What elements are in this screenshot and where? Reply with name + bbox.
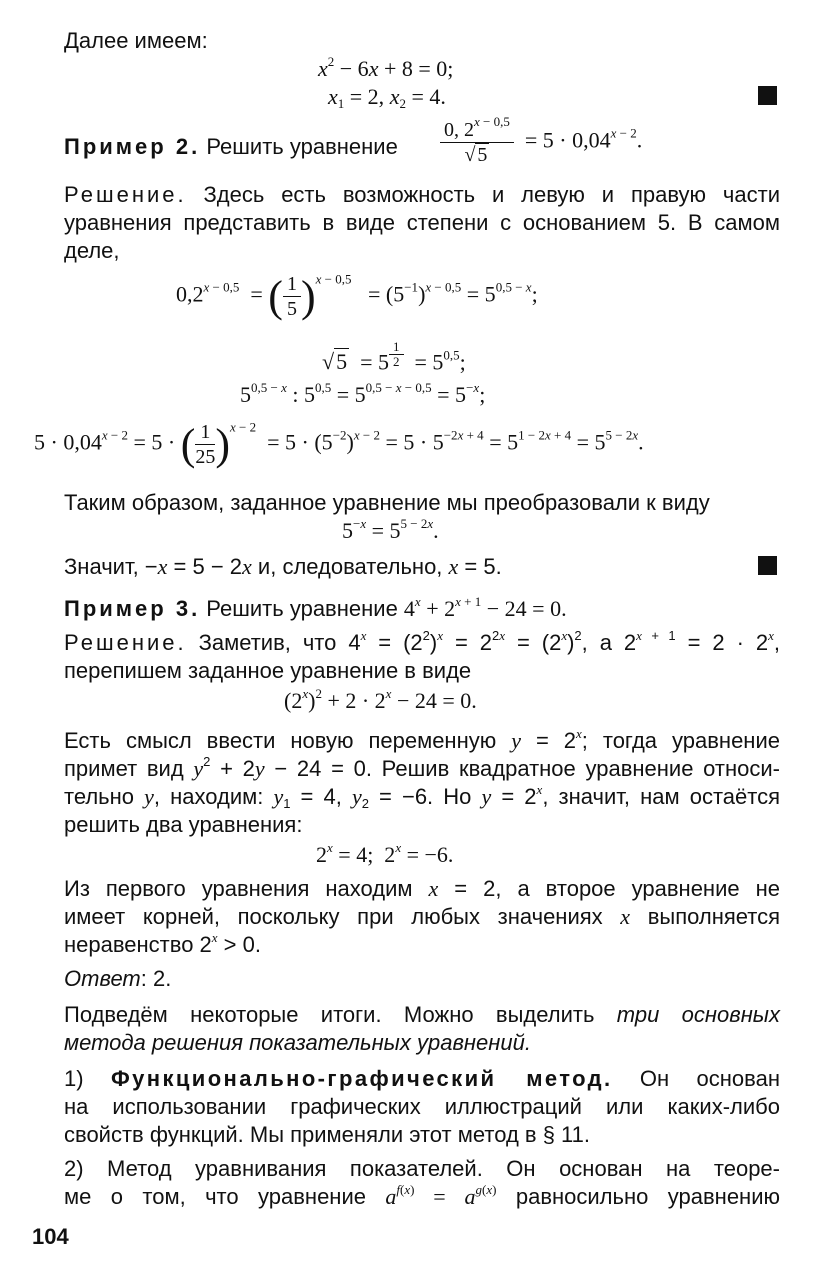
method-1-line-2: на использовании графических иллюстраций или каких-либо bbox=[64, 1094, 780, 1119]
equation-f: $(2^x)^2 + 2 \cdot 2^x - 24 = 0$. bbox=[284, 686, 477, 713]
answer bbox=[64, 966, 171, 992]
method-1-line-3: свойств функций. Мы применяли этот метод в § 11. bbox=[64, 1122, 590, 1147]
intro-text: Далее имеем: bbox=[64, 28, 208, 53]
method-2-line-1: 2) Метод уравнивания показателей. Он основан на теоре- bbox=[64, 1156, 780, 1181]
solution-text-1: Здесь есть возможность и левую и правую части bbox=[203, 182, 780, 207]
method-2-line-2 bbox=[64, 1184, 780, 1210]
summary-emphasis: три основных bbox=[616, 1002, 780, 1027]
hence-text: Значит, −x = 5 − 2x и, следовательно, x = 5. bbox=[64, 554, 502, 579]
method-1-name: Функционально-графический метод. bbox=[110, 1066, 613, 1091]
page-number: 104 bbox=[32, 1224, 69, 1249]
variable-line-4: решить два уравнения: bbox=[64, 812, 303, 837]
method-1-line-1 bbox=[64, 1066, 780, 1092]
equation-a: $0,2^{x - 0,5}$ = ( $\frac{1}{5}$ )$^{x - 0,5} = (5^{-1})^{x - 0,5} = 5^{0,5 - x}$; bbox=[176, 271, 538, 321]
answer-label: Ответ bbox=[64, 966, 141, 991]
method-1-number: 1) bbox=[64, 1066, 84, 1091]
summary-text: Подведём некоторые итоги. Можно выделить bbox=[64, 1002, 595, 1027]
variable-line-2: примет вид $y^2 + 2y - 24 = 0$. Решив квадратное уравнение относи- bbox=[64, 754, 780, 781]
solution-3-line-2: перепишем заданное уравнение в виде bbox=[64, 658, 472, 683]
solution-label: Решение. bbox=[64, 182, 187, 207]
solution-3-label: Решение. bbox=[64, 630, 187, 655]
method-2-text-b: равносильно уравнению bbox=[515, 1184, 780, 1209]
thus-text: Таким образом, заданное уравнение мы преобразовали к виду bbox=[64, 490, 710, 515]
solution-3-line-1: Решение. Заметив, что $4^x = (2^2)^x = 2^{2x} = (2^x)^2$, а $2^{x + 1} = 2 \cdot 2^x$, bbox=[64, 628, 781, 655]
summary-line-2: метода решения показательных уравнений. bbox=[64, 1030, 531, 1055]
example-3-heading: Пример 3. Решить уравнение $4^x + 2^{x + 1} - 24 = 0$. bbox=[64, 594, 567, 621]
method-1-text: Он основан bbox=[639, 1066, 780, 1091]
variable-line-1: Есть смысл ввести новую переменную $y = 2^x$; тогда уравнение bbox=[64, 726, 780, 753]
summary-line-1 bbox=[64, 1002, 780, 1028]
answer-value: : 2. bbox=[140, 966, 172, 991]
end-of-proof-mark bbox=[758, 86, 777, 105]
example-2-heading bbox=[64, 134, 398, 160]
equation-c: $5^{0,5 - x}$ : $5^{0,5} = 5^{0,5 - x - 0,5} = 5^{-x}$; bbox=[240, 380, 486, 407]
example-2-task: Решить уравнение bbox=[206, 134, 398, 159]
example-2-label: Пример 2. bbox=[64, 134, 201, 159]
equation-b: √5 = 5 $^{\frac{1}{2}}$ = $5^{0,5}$; bbox=[322, 339, 466, 375]
equation-quadratic: $x^2 - 6x + 8 = 0$; bbox=[318, 54, 454, 81]
first-line-2: имеет корней, поскольку при любых значениях x выполняется bbox=[64, 904, 780, 929]
method-2-text-a: ме о том, что уравнение bbox=[64, 1184, 366, 1209]
example-2-equation: $\frac{0, 2^{x - 0,5}}{√ 5}$ = $5 \cdot 0,04^{x - 2}$. bbox=[440, 118, 642, 167]
equation-g: $2^x = 4$; $2^x = -6$. bbox=[316, 840, 454, 867]
first-line-1: Из первого уравнения находим x = 2, а второе уравнение не bbox=[64, 876, 780, 901]
example-3-label: Пример 3. bbox=[64, 596, 201, 621]
equation-e: $5^{-x} = 5^{5 - 2x}$. bbox=[342, 516, 439, 543]
end-of-proof-mark-2 bbox=[758, 556, 777, 575]
equation-d: $5 \cdot 0,04^{x - 2} = 5$ · ( $\frac{1}{25}$ )$^{x - 2} = 5 \cdot (5^{-2})^{x - 2} = 5 \cdot 5^{-2x + 4} = 5^{1 - 2x + 4} = 5^{5 - 2x}$. bbox=[34, 419, 644, 469]
solution-line-2: уравнения представить в виде степени с основанием 5. В самом bbox=[64, 210, 780, 235]
equation-roots: $x_1 = 2$, $x_2 = 4$. bbox=[328, 84, 446, 111]
solution-line-3: деле, bbox=[64, 238, 120, 263]
solution-line-1 bbox=[64, 182, 780, 208]
method-2-formula: $a^{f(x)} = a^{g(x)}$ bbox=[385, 1182, 497, 1209]
variable-line-3: тельно y, находим: $y_1 = 4$, $y_2 = -6$. Но $y = 2^x$, значит, нам остаётся bbox=[64, 782, 780, 811]
first-line-3: неравенство $2^x > 0$. bbox=[64, 930, 261, 957]
